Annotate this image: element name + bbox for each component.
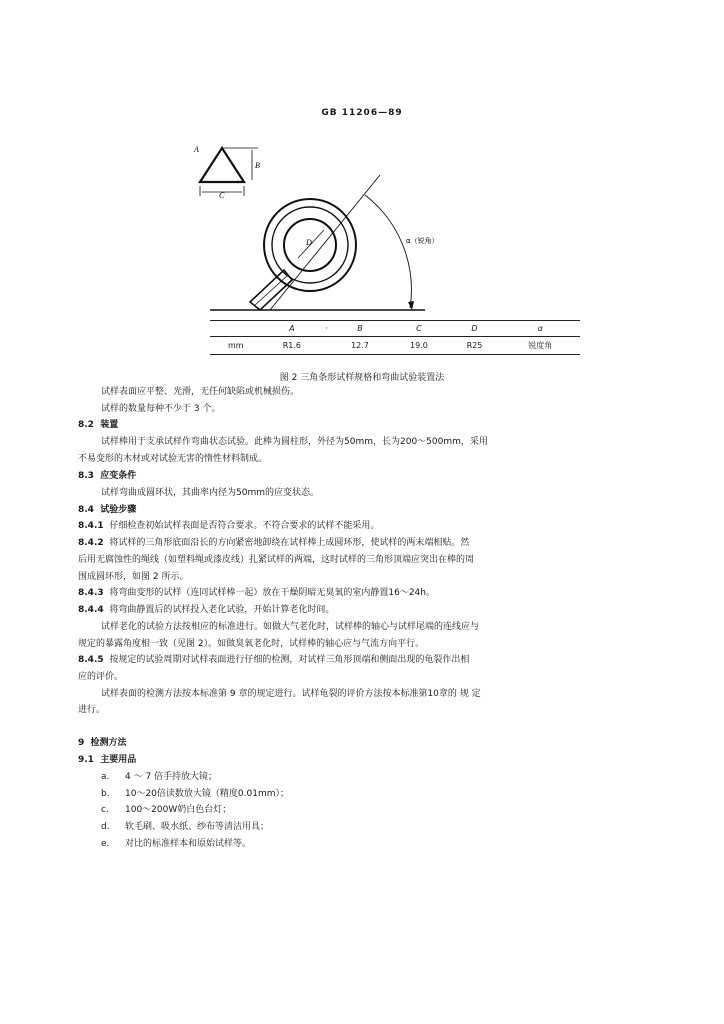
spec-table xyxy=(210,320,580,355)
list-item xyxy=(101,821,269,833)
section-number: 9 xyxy=(78,738,85,748)
line-text: 试验步骤 xyxy=(100,505,137,515)
text-line xyxy=(78,654,469,666)
list-item xyxy=(101,788,289,800)
line-text: 试样老化的试验方法按相应的标准进行。如做大气老化时，试样棒的轴心与试样尾端的连线应与 xyxy=(101,622,480,632)
line-text: 试样表面应平整、光滑，无任何缺陷或机械损伤。 xyxy=(101,387,300,397)
spec-header-cell: α xyxy=(501,321,580,337)
list-item xyxy=(101,804,231,816)
figure-caption: 图 2 三角条形试样规格和弯曲试验装置法 xyxy=(279,373,445,383)
line-text: 将试样的三角形底面沿长的方向紧密地卸绕在试样棒上成圆环形，使试样的两末端相贴。然 xyxy=(109,538,470,548)
triangle-profile xyxy=(193,145,260,200)
line-text: 试样的数量每种不少于 3 个。 xyxy=(101,404,221,414)
section-heading xyxy=(78,754,136,766)
list-marker: a. xyxy=(101,772,110,782)
line-text: 试样棒用于支承试样作弯曲状态试验。此棒为圆柱形，外径为50mm，长为200～500mm，采用 xyxy=(101,437,488,447)
list-marker: e. xyxy=(101,839,110,849)
section-number: 8.4 xyxy=(78,505,94,515)
line-text: 仔细检查初始试样表面是否符合要求。不符合要求的试样不能采用。 xyxy=(109,521,380,531)
spec-value-cell: mm xyxy=(210,337,262,355)
text-line xyxy=(78,587,435,599)
text-line xyxy=(101,403,220,415)
text-line xyxy=(101,688,481,700)
line-text: 应的评价。 xyxy=(78,672,124,682)
spec-header-cell: B xyxy=(331,321,390,337)
center-label-d: D xyxy=(306,238,312,247)
text-line xyxy=(78,704,105,716)
section-heading xyxy=(78,504,136,516)
clause-number: 8.4.3 xyxy=(78,588,104,598)
list-item xyxy=(101,838,251,850)
text-line xyxy=(78,453,267,465)
line-text: 4 ～ 7 倍手持放大镜； xyxy=(125,772,218,782)
section-number: 8.3 xyxy=(78,471,94,481)
line-text: 对比的标准样本和原始试样等。 xyxy=(125,839,252,849)
text-line xyxy=(78,520,379,532)
line-text: 进行。 xyxy=(78,705,106,715)
spec-header-cell: A xyxy=(262,321,323,337)
list-marker: c. xyxy=(101,805,109,815)
line-text: 10～20倍读数放大镜（精度0.01mm）； xyxy=(125,789,289,799)
spec-value-cell: 锐度角 xyxy=(501,337,580,355)
section-heading xyxy=(78,737,127,749)
section-heading xyxy=(78,470,136,482)
text-line xyxy=(78,571,188,583)
spec-table-header-row xyxy=(210,321,580,337)
text-line xyxy=(101,436,488,448)
clause-number: 8.4.1 xyxy=(78,521,104,531)
spec-value-cell xyxy=(322,337,330,355)
spec-value-cell: R1.6 xyxy=(262,337,323,355)
line-text: 试样弯曲成圆环状，其曲率内径为50mm的应变状态。 xyxy=(101,488,319,498)
triangle-label-b: B xyxy=(255,161,260,170)
list-item xyxy=(101,771,217,783)
text-line xyxy=(101,621,479,633)
section-number: 8.2 xyxy=(78,420,94,430)
line-text: 后用无腐蚀性的绳线（如塑料绳或漆皮线）扎紧试样的两端，这时试样的三角形顶端应突出在棒的周 xyxy=(78,555,475,565)
spec-value-cell: 19.0 xyxy=(389,337,448,355)
angle-label: α（锐角） xyxy=(406,237,439,245)
text-line xyxy=(101,487,319,499)
triangle-label-c: C xyxy=(219,191,225,200)
line-text: 规定的暴露角度相一致（见图 2）。如做臭氧老化时，试样棒的轴心应与气流方向平行。 xyxy=(78,639,425,649)
line-text: 100～200W奶白色台灯； xyxy=(125,805,232,815)
spec-header-cell: C xyxy=(389,321,448,337)
line-text: 软毛刷、吸水纸、纱布等清洁用具； xyxy=(125,822,270,832)
spec-header-cell: D xyxy=(448,321,500,337)
triangle-label-a: A xyxy=(194,145,199,154)
text-line xyxy=(78,638,424,650)
angle-indicator xyxy=(270,175,439,310)
text-line xyxy=(78,671,123,683)
section-heading xyxy=(78,419,118,431)
line-text: 将弯曲变形的试样（连同试样棒一起）放在干燥阴暗无臭氧的室内静置16～24h。 xyxy=(109,588,435,598)
line-text: 不易变形的木材或对试验无害的惰性材料制成。 xyxy=(78,454,268,464)
clause-number: 8.4.2 xyxy=(78,538,104,548)
line-text: 主要用品 xyxy=(100,755,137,765)
section-number: 9.1 xyxy=(78,755,94,765)
spec-header-cell xyxy=(210,321,262,337)
spec-header-cell: · xyxy=(322,321,330,337)
list-marker: b. xyxy=(101,789,110,799)
text-line xyxy=(78,537,469,549)
text-line xyxy=(101,386,299,398)
clause-number: 8.4.4 xyxy=(78,605,104,615)
spec-value-cell: 12.7 xyxy=(331,337,390,355)
line-text: 应变条件 xyxy=(100,471,137,481)
spec-value-cell: R25 xyxy=(448,337,500,355)
text-line xyxy=(78,604,334,616)
text-line xyxy=(78,554,474,566)
spec-table-value-row xyxy=(210,337,580,355)
line-text: 按规定的试验周期对试样表面进行仔细的检测，对试样三角形顶端和侧面出现的龟裂作出相 xyxy=(109,655,470,665)
line-text: 检测方法 xyxy=(90,738,127,748)
line-text: 试样表面的检测方法按本标准第 9 章的规定进行。试样龟裂的评价方法按本标准第10章的 规 定 xyxy=(101,689,481,699)
ring-specimen xyxy=(250,199,356,310)
line-text: 装置 xyxy=(100,420,119,430)
list-marker: d. xyxy=(101,822,110,832)
line-text: 围成圆环形，如图 2 所示。 xyxy=(78,572,189,582)
clause-number: 8.4.5 xyxy=(78,655,104,665)
line-text: 将弯曲静置后的试样投入老化试验，开始计算老化时间。 xyxy=(109,605,335,615)
figure-2-diagram xyxy=(180,130,440,320)
page-header: GB 11206—89 xyxy=(321,108,403,118)
